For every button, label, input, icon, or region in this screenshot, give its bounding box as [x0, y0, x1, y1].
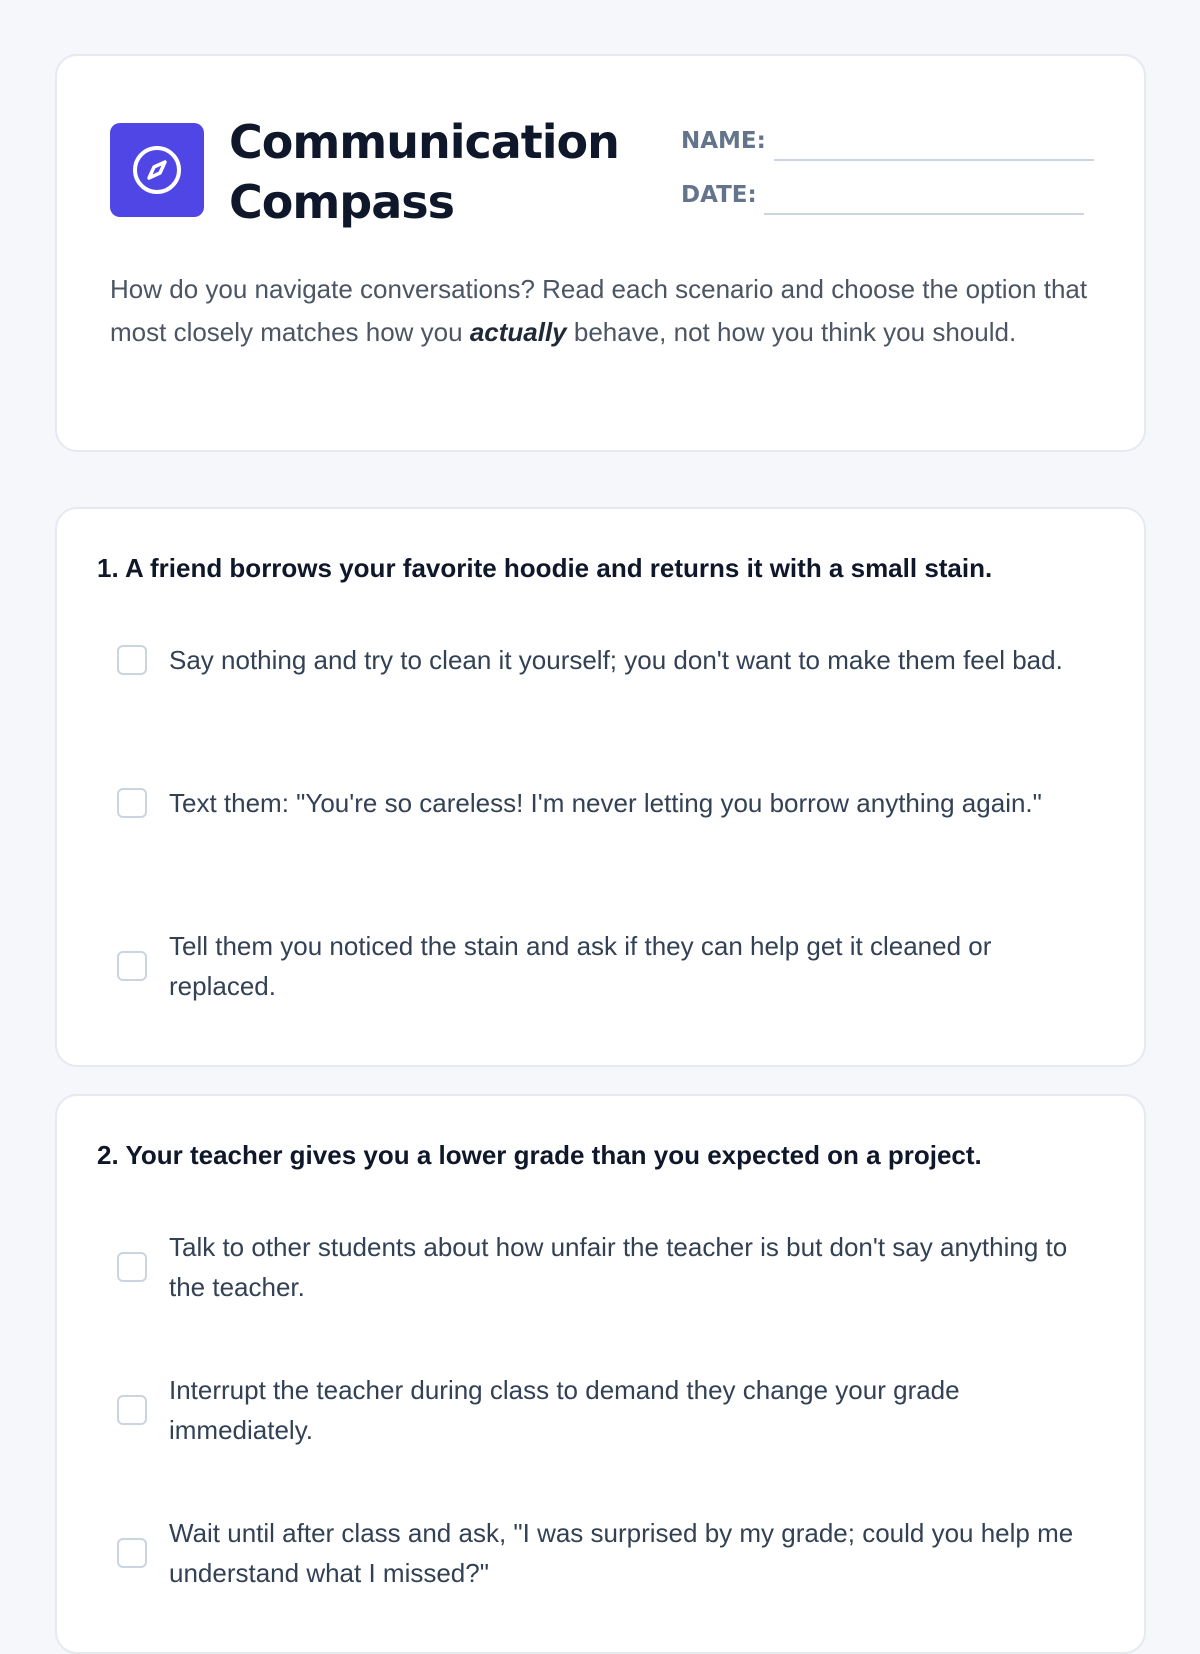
intro-text	[110, 268, 1100, 354]
option-label: Wait until after class and ask, "I was surprised by my grade; could you help me understand what I missed?"	[169, 1518, 1074, 1588]
checkbox[interactable]	[117, 1252, 147, 1282]
option-label: Talk to other students about how unfair the teacher is but don't say anything to the teacher.	[169, 1232, 1068, 1302]
checkbox[interactable]	[117, 788, 147, 818]
checkbox[interactable]	[117, 645, 147, 675]
intro-text-start: How do you navigate conversations? Read each scenario and choose the option that most closely matches how you	[110, 274, 1088, 347]
answer-option[interactable]	[97, 1513, 1107, 1593]
title-line-1: Communication	[229, 115, 619, 169]
answer-option[interactable]	[97, 640, 1107, 680]
option-label: Tell them you noticed the stain and ask if they can help get it cleaned or replaced.	[169, 931, 992, 1001]
date-label: DATE:	[681, 182, 757, 208]
question-card-2	[55, 1094, 1146, 1654]
question-prompt: 2. Your teacher gives you a lower grade than you expected on a project.	[97, 1140, 982, 1170]
checkbox[interactable]	[117, 1395, 147, 1425]
answer-option[interactable]	[97, 926, 1107, 1006]
intro-text-end: behave, not how you think you should.	[566, 317, 1017, 347]
name-field[interactable]	[774, 159, 1094, 161]
answer-option[interactable]	[97, 1370, 1107, 1450]
option-label: Interrupt the teacher during class to demand they change your grade immediately.	[169, 1375, 960, 1445]
question-prompt: 1. A friend borrows your favorite hoodie and returns it with a small stain.	[97, 553, 993, 583]
name-label: NAME:	[681, 128, 766, 154]
checkbox[interactable]	[117, 951, 147, 981]
answer-option[interactable]	[97, 1227, 1107, 1307]
intro-emphasis: actually	[469, 317, 567, 347]
logo	[110, 123, 204, 217]
page-title	[229, 112, 619, 232]
header-card	[55, 54, 1146, 452]
compass-icon	[131, 144, 183, 196]
checkbox[interactable]	[117, 1538, 147, 1568]
title-line-2: Compass	[229, 175, 455, 229]
question-card-1	[55, 507, 1146, 1067]
option-label: Say nothing and try to clean it yourself; you don't want to make them feel bad.	[169, 645, 1063, 675]
answer-option[interactable]	[97, 783, 1107, 823]
date-field[interactable]	[764, 213, 1084, 215]
option-label: Text them: "You're so careless! I'm never letting you borrow anything again."	[169, 788, 1042, 818]
